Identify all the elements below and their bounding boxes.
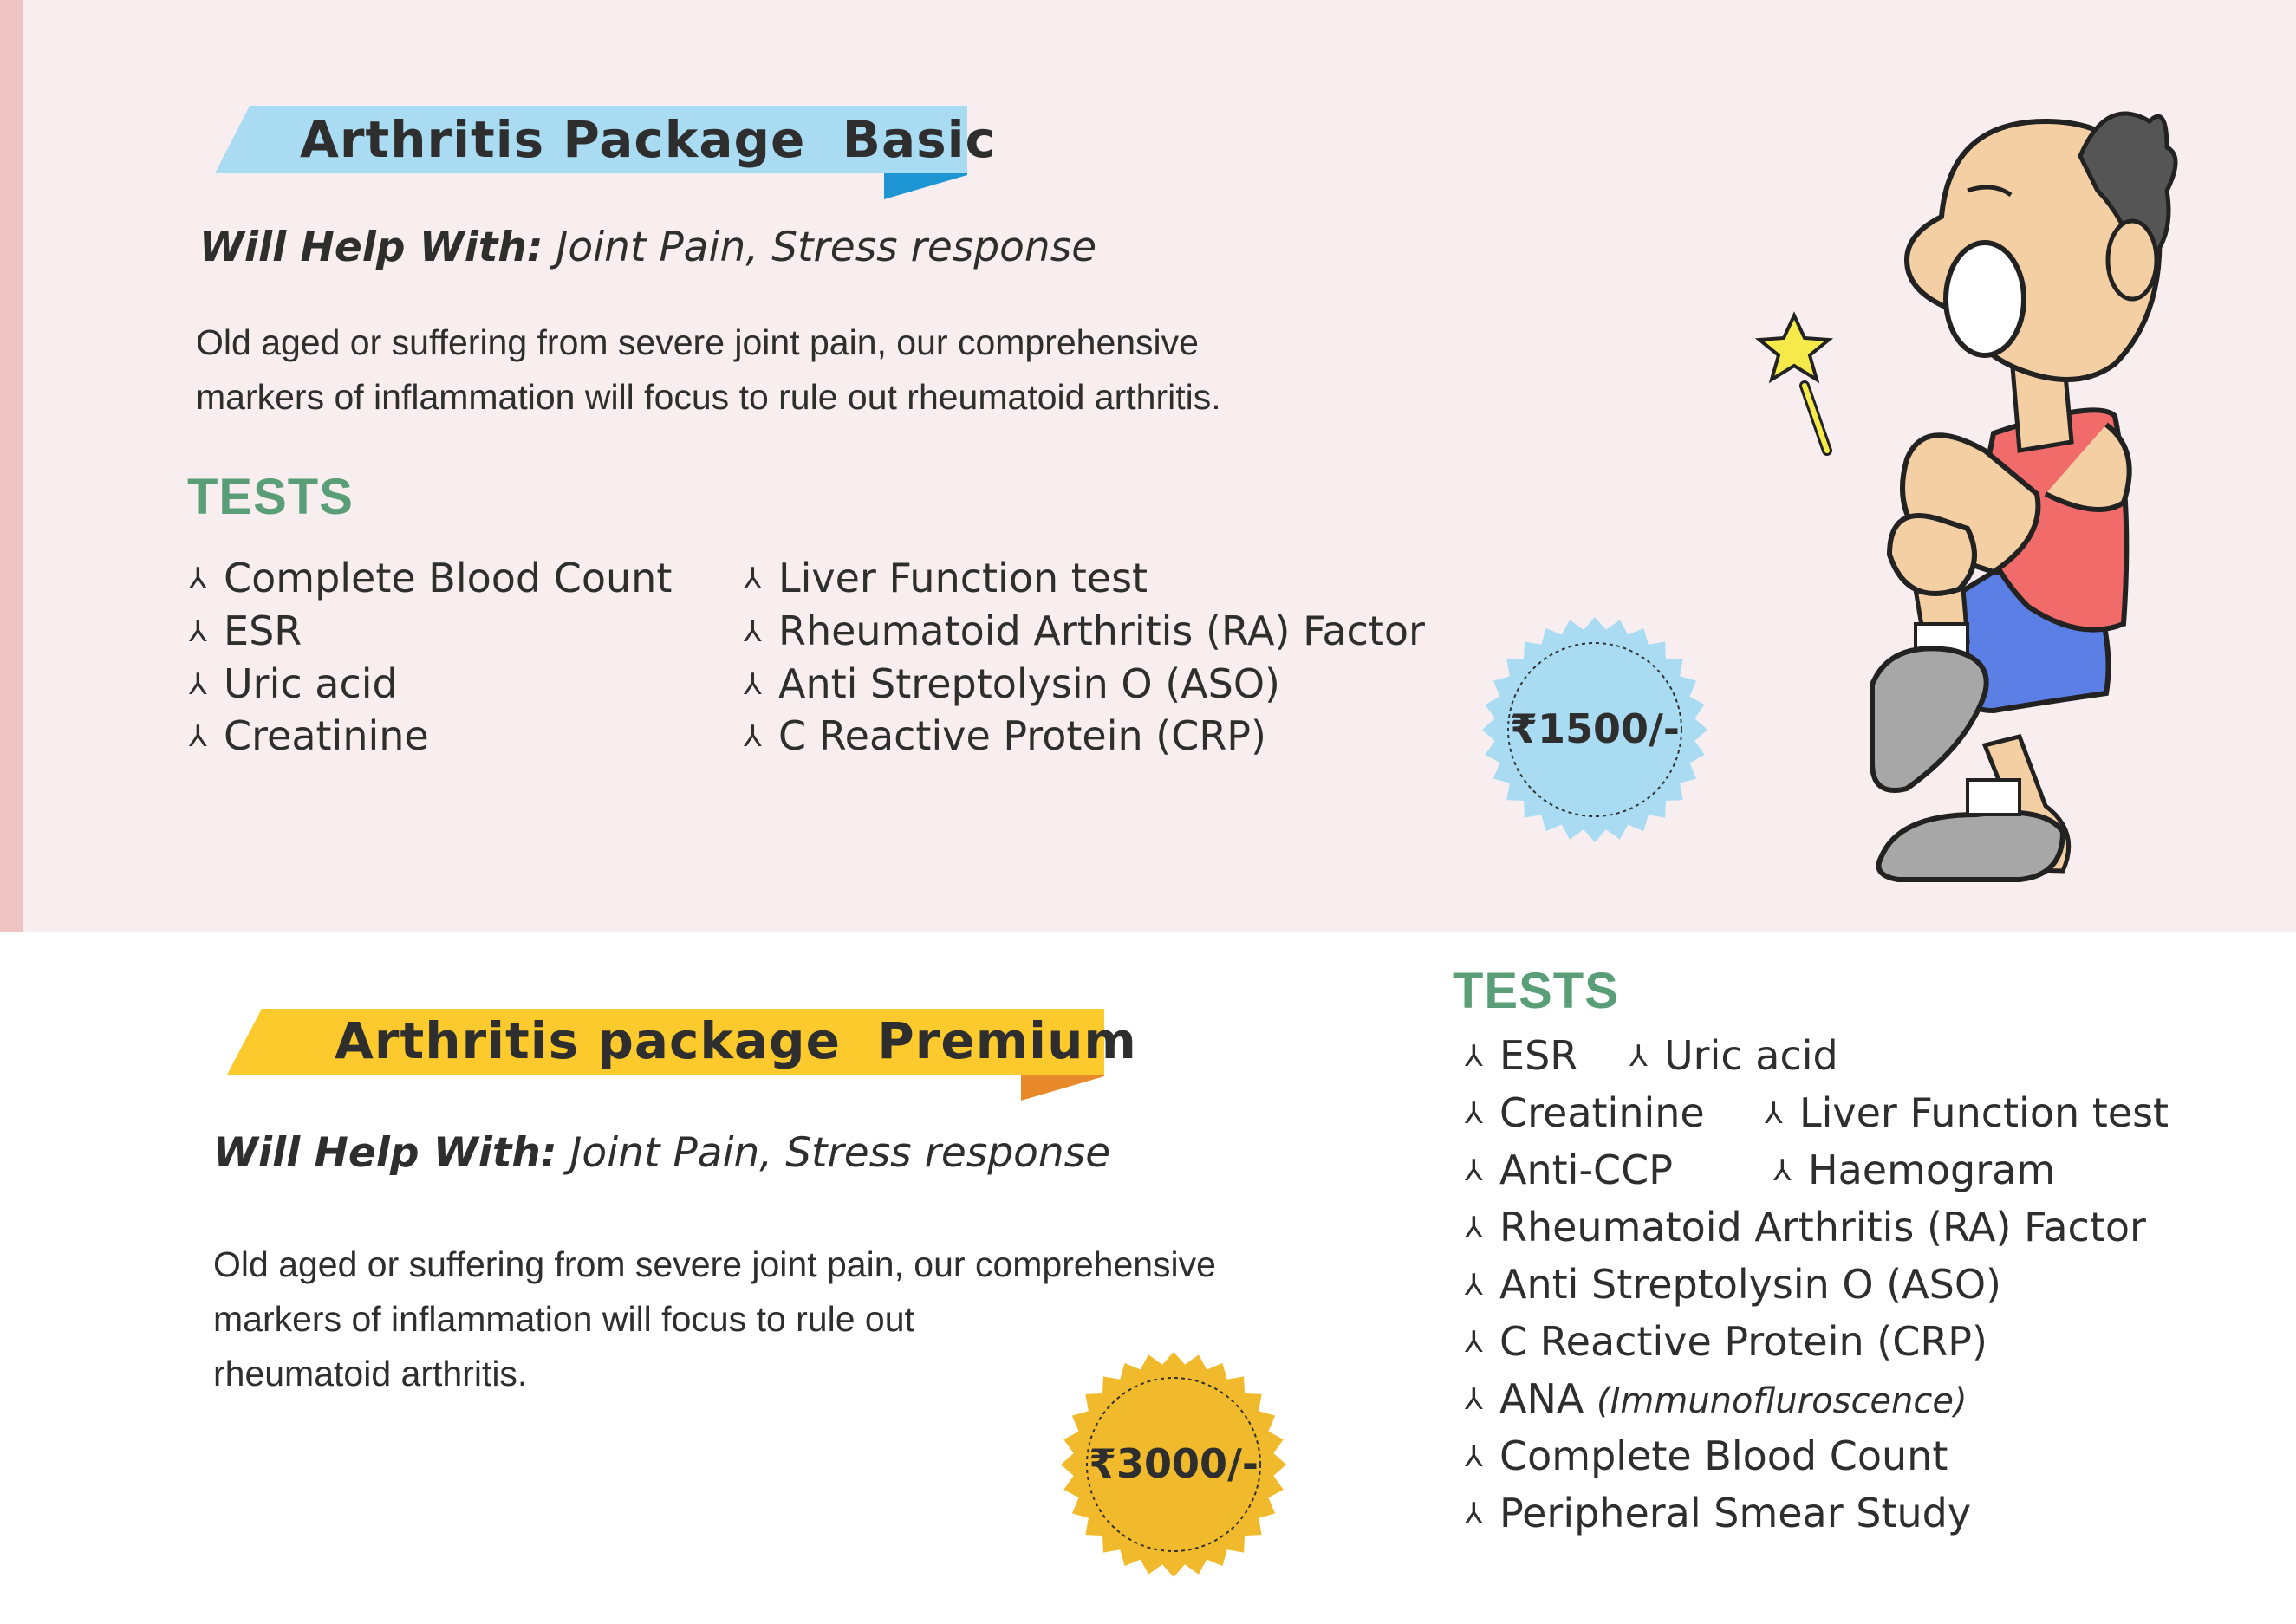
description-line: Old aged or suffering from severe joint pain, our comprehensive [213, 1244, 1216, 1284]
bullet-icon: ⅄ [1773, 1153, 1792, 1188]
premium-help-line [213, 1129, 1110, 1177]
premium-test-item: ⅄ Anti-CCP [1465, 1147, 1674, 1193]
bullet-icon: ⅄ [189, 667, 207, 702]
basic-test-item: ⅄ Anti Streptolysin O (ASO) [744, 660, 1280, 707]
premium-test-item: ⅄ Complete Blood Count [1465, 1432, 1948, 1479]
basic-description: Old aged or suffering from severe joint pain, our comprehensive markers of inflammation will focus to rule out rheumatoid arthritis. [196, 322, 1221, 417]
bullet-icon: ⅄ [1465, 1211, 1483, 1245]
help-text: Joint Pain, Stress response [543, 224, 1097, 271]
bullet-icon: ⅄ [1465, 1382, 1483, 1417]
bullet-icon: ⅄ [1465, 1439, 1483, 1474]
premium-package-title: Arthritis package Premium [335, 1011, 1137, 1070]
premium-price: ₹3000/- [1089, 1440, 1259, 1487]
premium-test-item: ⅄ Peripheral Smear Study [1465, 1490, 1972, 1536]
bullet-icon: ⅄ [1765, 1096, 1783, 1131]
basic-test-item: ⅄ Creatinine [189, 712, 429, 759]
premium-test-item: ⅄ ANA (Immunofluroscence) [1465, 1375, 1968, 1422]
basic-test-item: ⅄ Complete Blood Count [189, 555, 673, 601]
bullet-icon: ⅄ [744, 562, 762, 596]
premium-test-item: ⅄ C Reactive Protein (CRP) [1465, 1318, 1987, 1365]
help-text: Joint Pain, Stress response [556, 1129, 1111, 1177]
help-label: Will Help With: [213, 1129, 557, 1177]
basic-price-badge [1480, 615, 1709, 844]
description-line: markers of inflammation will focus to rule out [213, 1299, 914, 1339]
premium-test-item: ⅄ ESR [1465, 1032, 1578, 1079]
premium-test-item: ⅄ Uric acid [1629, 1032, 1838, 1079]
bullet-icon: ⅄ [1465, 1096, 1483, 1131]
premium-test-item: ⅄ Rheumatoid Arthritis (RA) Factor [1465, 1204, 2146, 1250]
description-line: rheumatoid arthritis. [213, 1354, 528, 1393]
premium-test-item: ⅄ Anti Streptolysin O (ASO) [1465, 1261, 2001, 1308]
bullet-icon: ⅄ [189, 719, 207, 754]
basic-tests-heading: TESTS [187, 469, 354, 525]
ana-note: (Immunofluroscence) [1596, 1381, 1968, 1421]
premium-tests-heading: TESTS [1453, 963, 1619, 1019]
bullet-icon: ⅄ [1465, 1325, 1483, 1360]
basic-test-item: ⅄ C Reactive Protein (CRP) [744, 712, 1266, 759]
basic-test-item: ⅄ ESR [189, 607, 302, 654]
knee-pain-man-illustration [1733, 87, 2219, 893]
bullet-icon: ⅄ [1629, 1039, 1648, 1074]
bullet-icon: ⅄ [1465, 1153, 1483, 1188]
premium-price-badge [1059, 1350, 1288, 1579]
basic-package-title: Arthritis Package Basic [300, 110, 996, 169]
bullet-icon: ⅄ [744, 614, 762, 649]
basic-price: ₹1500/- [1510, 705, 1680, 752]
basic-title-ribbon [215, 106, 996, 199]
basic-test-item: ⅄ Uric acid [189, 660, 398, 707]
premium-test-item: ⅄ Liver Function test [1765, 1089, 2169, 1136]
bullet-icon: ⅄ [189, 562, 207, 596]
help-label: Will Help With: [199, 224, 543, 271]
bullet-icon: ⅄ [1465, 1268, 1483, 1302]
basic-test-item: ⅄ Rheumatoid Arthritis (RA) Factor [744, 607, 1425, 654]
bullet-icon: ⅄ [189, 614, 207, 649]
premium-title-ribbon [227, 1009, 1137, 1101]
left-accent-stripe [0, 0, 23, 932]
basic-test-item: ⅄ Liver Function test [744, 555, 1148, 601]
basic-help-line [199, 224, 1096, 271]
bullet-icon: ⅄ [1465, 1039, 1483, 1074]
bullet-icon: ⅄ [744, 719, 762, 754]
bullet-icon: ⅄ [1465, 1497, 1483, 1531]
premium-test-item: ⅄ Haemogram [1773, 1147, 2056, 1193]
premium-test-item: ⅄ Creatinine [1465, 1089, 1705, 1136]
bullet-icon: ⅄ [744, 667, 762, 702]
